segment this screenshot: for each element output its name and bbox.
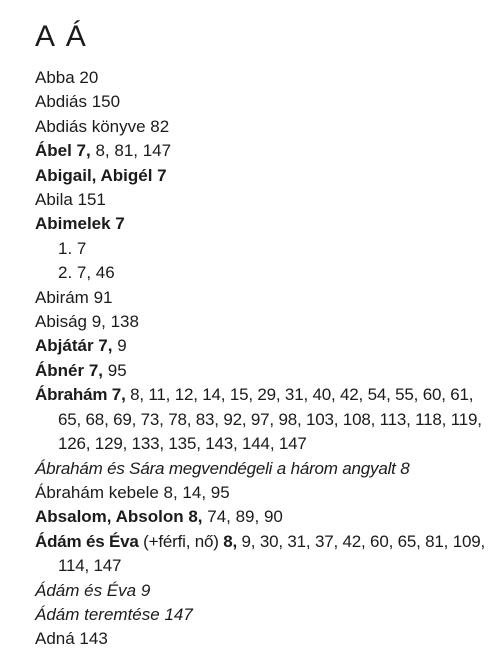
- index-subentry-abimelek-1: [35, 237, 490, 261]
- index-subentry-abimelek-2: [35, 261, 490, 285]
- entry-text: Abba 20: [35, 68, 99, 87]
- entry-pages: 74, 89, 90: [202, 507, 283, 527]
- entry-artwork-title: Ádám teremtése 147: [35, 604, 193, 624]
- index-entry-abner: [35, 359, 490, 383]
- index-entry-absalom: [35, 505, 490, 529]
- index-entry-abiram: [35, 286, 490, 310]
- entry-pages: 9, 30, 31, 37, 42, 60, 65, 81, 109, 114, 147: [58, 531, 486, 576]
- index-entry-abila: [35, 188, 490, 212]
- entry-headword: Ábnér 7,: [35, 360, 104, 380]
- entry-pages: 95: [103, 360, 127, 380]
- index-entry-adna: [35, 627, 490, 651]
- entry-text: Abdiás könyve 82: [35, 116, 170, 136]
- entry-pages: 8, 11, 12, 14, 15, 29, 31, 40, 42, 54, 55, 60, 61, 65, 68, 69, 73, 78, 83, 92, 97, 98, 103, 108, 113, 118, 119, 126, 129, 133, 135, 143, 144, 147: [58, 385, 482, 454]
- entry-headword: Abigail, Abigél 7: [35, 165, 167, 185]
- entry-artwork-title: Ádám és Éva 9: [35, 580, 151, 600]
- index-entry-abigail: [35, 164, 490, 188]
- index-entry-abjatar: [35, 334, 490, 358]
- index-entry-adam-teremtese: [35, 603, 490, 627]
- index-entry-abraham: [35, 383, 490, 456]
- entry-text: Abiság 9, 138: [35, 312, 139, 332]
- index-entry-abel: [35, 139, 490, 163]
- entry-headword: Absalom, Absolon 8,: [35, 507, 203, 527]
- index-entry-abisag: [35, 310, 490, 334]
- entry-text: Abila 151: [35, 190, 106, 210]
- entry-text: Abdiás 150: [35, 92, 121, 112]
- index-entry-abraham-es-sara: [35, 457, 490, 481]
- entry-pages: 9: [112, 336, 127, 356]
- entry-text: Ábrahám kebele 8, 14, 95: [35, 482, 230, 502]
- index-entry-abimelek: [35, 212, 490, 236]
- entry-text: 2. 7, 46: [58, 263, 115, 283]
- index-entry-list: [35, 66, 490, 652]
- entry-headword: Ábel 7,: [35, 141, 91, 161]
- entry-headword: Abimelek 7: [35, 214, 125, 234]
- index-entry-adam-es-eva-artwork: [35, 579, 490, 603]
- index-entry-abdias: [35, 90, 490, 114]
- section-letter-heading: A Á: [35, 20, 88, 53]
- entry-text: 1. 7: [58, 238, 87, 258]
- entry-headword: Abjátár 7,: [35, 336, 113, 356]
- entry-cross-reference: (+férfi, nő): [138, 531, 224, 551]
- index-entry-abdias-konyve: [35, 115, 490, 139]
- index-entry-abraham-kebele: [35, 481, 490, 505]
- entry-headword: Ábrahám 7,: [35, 385, 126, 405]
- index-entry-abba: [35, 66, 490, 90]
- entry-text: Adná 143: [35, 629, 108, 649]
- entry-text: Abirám 91: [35, 287, 113, 307]
- entry-pages: 8, 81, 147: [90, 141, 172, 161]
- entry-artwork-title: Ábrahám és Sára megvendégeli a három angyalt 8: [35, 458, 410, 478]
- entry-headword: Ádám és Éva: [35, 531, 139, 551]
- index-entry-adam-es-eva: [35, 530, 490, 579]
- entry-headword-page: 8,: [223, 531, 238, 551]
